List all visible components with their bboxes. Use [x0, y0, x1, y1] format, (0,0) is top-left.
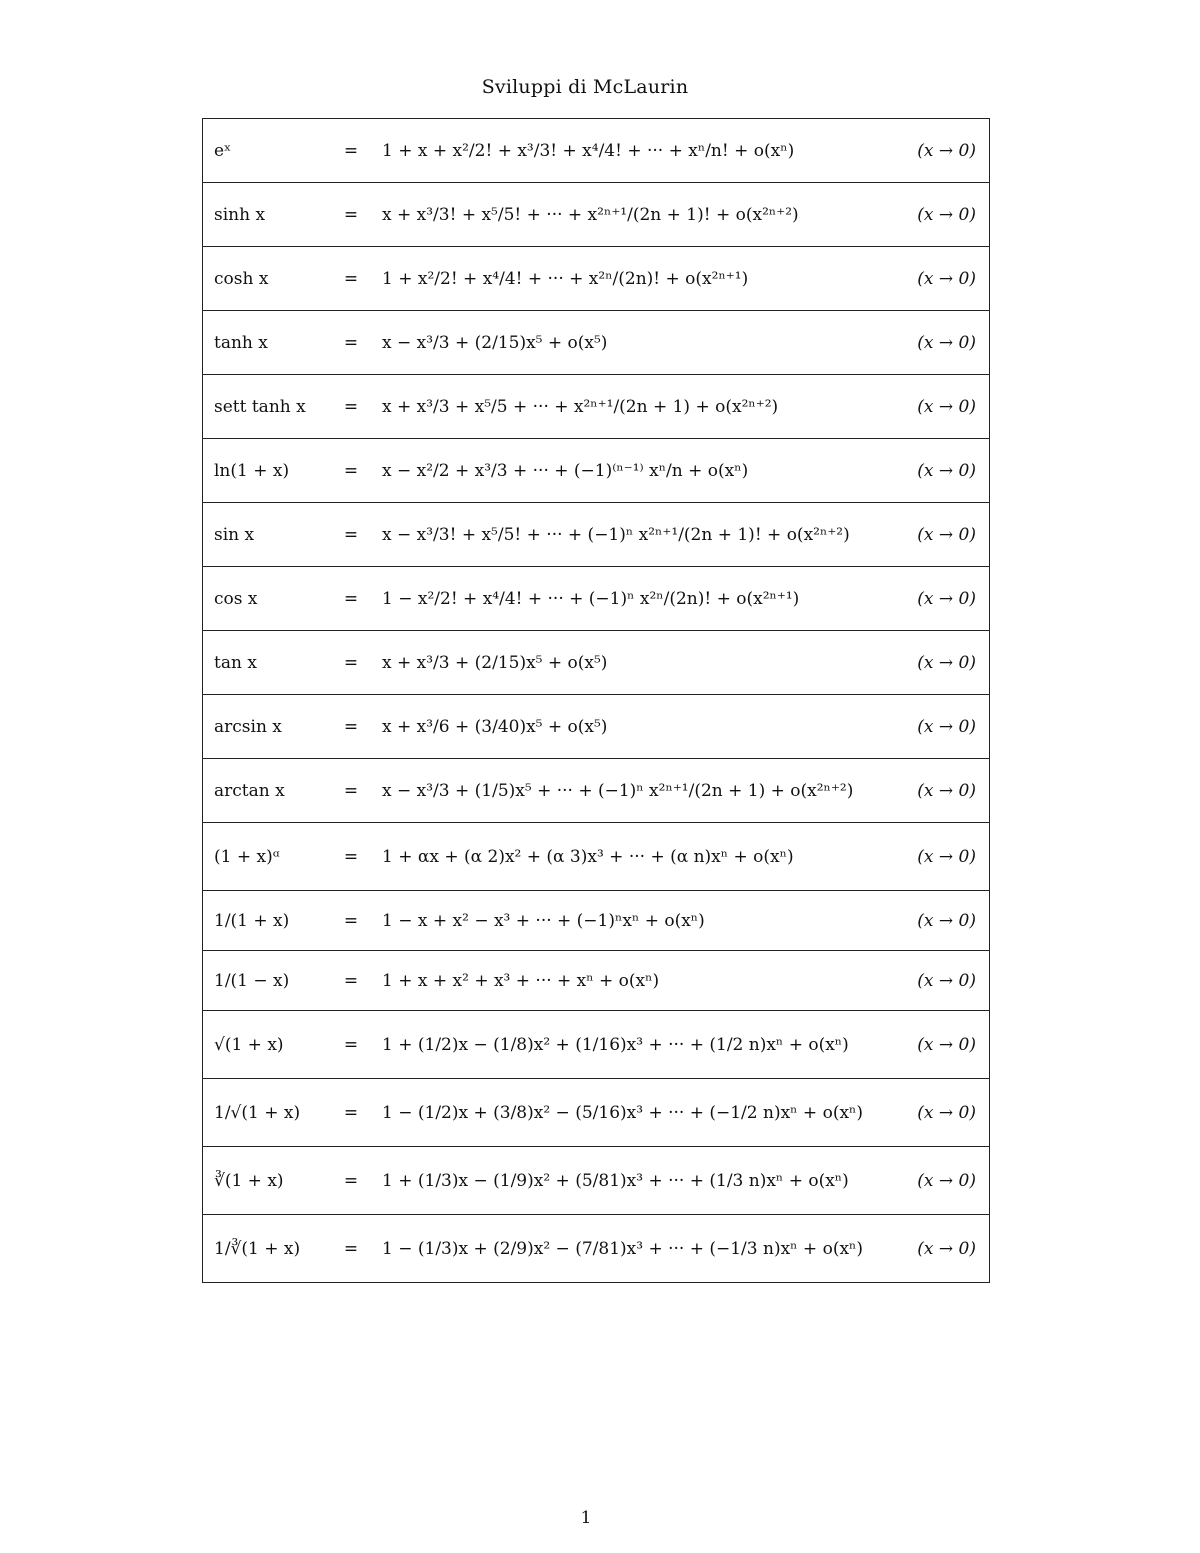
formula-equals: =	[343, 204, 359, 225]
formula-equals: =	[343, 716, 359, 737]
formula-row	[203, 695, 990, 759]
formula-limit: (x → 0)	[917, 846, 976, 867]
formula-function: eˣ	[214, 140, 232, 161]
formula-row	[203, 311, 990, 375]
formula-row	[203, 503, 990, 567]
formula-function: cos x	[214, 588, 258, 609]
formula-function: sinh x	[214, 204, 266, 225]
formula-limit: (x → 0)	[917, 910, 976, 931]
formula-expansion: 1 − x²/2! + x⁴/4! + ··· + (−1)ⁿ x²ⁿ/(2n)! + o(x²ⁿ⁺¹)	[382, 588, 800, 609]
formula-limit: (x → 0)	[917, 460, 976, 481]
formula-expansion: 1 − x + x² − x³ + ··· + (−1)ⁿxⁿ + o(xⁿ)	[382, 910, 705, 931]
formula-function: ln(1 + x)	[214, 460, 290, 481]
formula-function: tanh x	[214, 332, 268, 353]
page-number: 1	[580, 1508, 592, 1528]
formula-row	[203, 439, 990, 503]
formula-limit: (x → 0)	[917, 140, 976, 161]
formula-function: sin x	[214, 524, 255, 545]
formula-function: 1/√(1 + x)	[214, 1102, 301, 1123]
formula-limit: (x → 0)	[917, 268, 976, 289]
formula-function: arcsin x	[214, 716, 282, 737]
formula-equals: =	[343, 1238, 359, 1259]
formula-expansion: x − x³/3! + x⁵/5! + ··· + (−1)ⁿ x²ⁿ⁺¹/(2n + 1)! + o(x²ⁿ⁺²)	[382, 524, 850, 545]
formula-expansion: 1 + x + x²/2! + x³/3! + x⁴/4! + ··· + xⁿ/n! + o(xⁿ)	[382, 140, 795, 161]
formula-limit: (x → 0)	[917, 1034, 976, 1055]
formula-limit: (x → 0)	[917, 588, 976, 609]
formula-function: √(1 + x)	[214, 1034, 284, 1055]
formula-equals: =	[343, 1034, 359, 1055]
formula-equals: =	[343, 1102, 359, 1123]
formula-expansion: x + x³/3! + x⁵/5! + ··· + x²ⁿ⁺¹/(2n + 1)! + o(x²ⁿ⁺²)	[382, 204, 799, 225]
formula-expansion: x − x³/3 + (1/5)x⁵ + ··· + (−1)ⁿ x²ⁿ⁺¹/(2n + 1) + o(x²ⁿ⁺²)	[382, 780, 854, 801]
formula-row	[203, 631, 990, 695]
formula-equals: =	[343, 140, 359, 161]
formula-limit: (x → 0)	[917, 652, 976, 673]
formula-expansion: 1 + x + x² + x³ + ··· + xⁿ + o(xⁿ)	[382, 970, 660, 991]
formula-equals: =	[343, 970, 359, 991]
formula-function: arctan x	[214, 780, 285, 801]
formula-limit: (x → 0)	[917, 1170, 976, 1191]
formula-expansion: 1 + (1/3)x − (1/9)x² + (5/81)x³ + ··· + (1/3 n)xⁿ + o(xⁿ)	[382, 1170, 849, 1191]
formula-row	[203, 1147, 990, 1215]
formula-expansion: 1 + (1/2)x − (1/8)x² + (1/16)x³ + ··· + (1/2 n)xⁿ + o(xⁿ)	[382, 1034, 849, 1055]
formula-equals: =	[343, 910, 359, 931]
formula-limit: (x → 0)	[917, 204, 976, 225]
formula-limit: (x → 0)	[917, 1102, 976, 1123]
formula-function: 1/(1 − x)	[214, 970, 290, 991]
formula-row	[203, 823, 990, 891]
formula-row	[203, 951, 990, 1011]
formula-equals: =	[343, 332, 359, 353]
formula-expansion: 1 − (1/3)x + (2/9)x² − (7/81)x³ + ··· + (−1/3 n)xⁿ + o(xⁿ)	[382, 1238, 864, 1259]
formula-expansion: x + x³/3 + (2/15)x⁵ + o(x⁵)	[382, 652, 608, 673]
formula-expansion: x − x³/3 + (2/15)x⁵ + o(x⁵)	[382, 332, 608, 353]
formula-function: 1/∛(1 + x)	[214, 1238, 301, 1259]
formula-row	[203, 1215, 990, 1283]
formula-equals: =	[343, 1170, 359, 1191]
formula-expansion: 1 + x²/2! + x⁴/4! + ··· + x²ⁿ/(2n)! + o(x²ⁿ⁺¹)	[382, 268, 749, 289]
formula-row	[203, 375, 990, 439]
formula-equals: =	[343, 846, 359, 867]
formula-expansion: x + x³/6 + (3/40)x⁵ + o(x⁵)	[382, 716, 608, 737]
formula-expansion: x − x²/2 + x³/3 + ··· + (−1)⁽ⁿ⁻¹⁾ xⁿ/n + o(xⁿ)	[382, 460, 749, 481]
formula-equals: =	[343, 524, 359, 545]
formula-row	[203, 567, 990, 631]
table-body	[203, 119, 990, 1283]
formula-expansion: 1 + αx + (α 2)x² + (α 3)x³ + ··· + (α n)xⁿ + o(xⁿ)	[382, 846, 794, 867]
formula-row	[203, 891, 990, 951]
formula-function: cosh x	[214, 268, 269, 289]
formula-equals: =	[343, 268, 359, 289]
formula-row	[203, 183, 990, 247]
formula-equals: =	[343, 460, 359, 481]
formula-row	[203, 1079, 990, 1147]
formula-row	[203, 247, 990, 311]
formula-equals: =	[343, 780, 359, 801]
page-title: Sviluppi di McLaurin	[481, 76, 689, 98]
mclaurin-table	[202, 118, 990, 1283]
formula-limit: (x → 0)	[917, 716, 976, 737]
formula-expansion: 1 − (1/2)x + (3/8)x² − (5/16)x³ + ··· + (−1/2 n)xⁿ + o(xⁿ)	[382, 1102, 864, 1123]
formula-row	[203, 759, 990, 823]
formula-equals: =	[343, 588, 359, 609]
formula-equals: =	[343, 652, 359, 673]
formula-expansion: x + x³/3 + x⁵/5 + ··· + x²ⁿ⁺¹/(2n + 1) + o(x²ⁿ⁺²)	[382, 396, 779, 417]
formula-row	[203, 119, 990, 183]
formula-limit: (x → 0)	[917, 524, 976, 545]
formula-equals: =	[343, 396, 359, 417]
formula-limit: (x → 0)	[917, 780, 976, 801]
formula-row	[203, 1011, 990, 1079]
formula-limit: (x → 0)	[917, 970, 976, 991]
formula-limit: (x → 0)	[917, 1238, 976, 1259]
formula-function: (1 + x)ᵅ	[214, 846, 280, 867]
formula-limit: (x → 0)	[917, 332, 976, 353]
formula-function: 1/(1 + x)	[214, 910, 290, 931]
formula-function: tan x	[214, 652, 257, 673]
formula-limit: (x → 0)	[917, 396, 976, 417]
formula-function: ∛(1 + x)	[214, 1170, 284, 1191]
formula-function: sett tanh x	[214, 396, 306, 417]
